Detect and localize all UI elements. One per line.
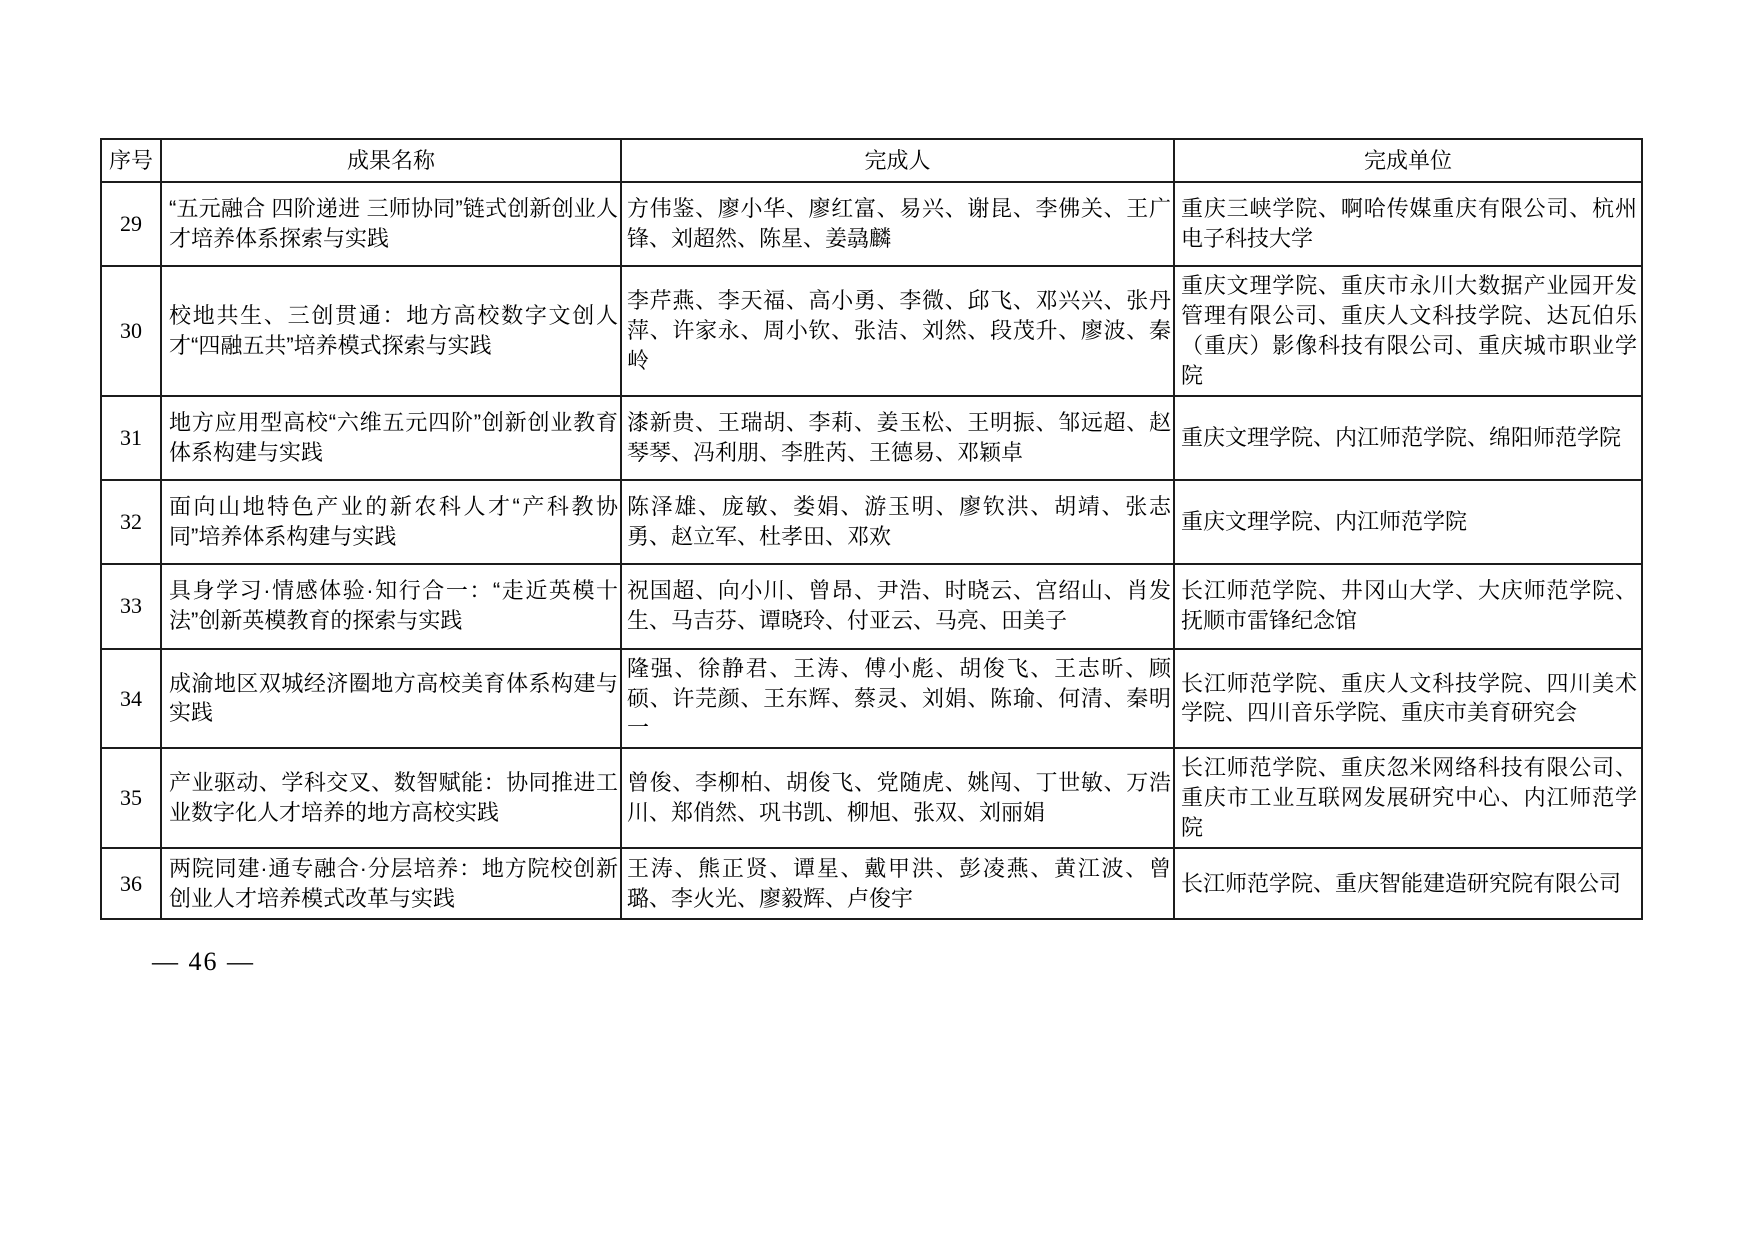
col-header-achievement-name: 成果名称 [161, 139, 621, 182]
achievement-name: 具身学习·情感体验·知行合一：“走近英模十法”创新英模教育的探索与实践 [161, 564, 621, 649]
completing-units: 重庆文理学院、内江师范学院 [1174, 480, 1642, 564]
contributors: 祝国超、向小川、曾昂、尹浩、时晓云、宫绍山、肖发生、马吉芬、谭晓玲、付亚云、马亮、田美子 [621, 564, 1174, 649]
table-row [101, 396, 1642, 480]
row-number: 29 [101, 182, 161, 266]
row-number: 32 [101, 480, 161, 564]
row-number: 30 [101, 266, 161, 396]
row-number: 34 [101, 649, 161, 749]
contributors: 方伟鉴、廖小华、廖红富、易兴、谢昆、李佛关、王广锋、刘超然、陈星、姜骉麟 [621, 182, 1174, 266]
achievement-name: 成渝地区双城经济圈地方高校美育体系构建与实践 [161, 649, 621, 749]
contributors: 陈泽雄、庞敏、娄娟、游玉明、廖钦洪、胡靖、张志勇、赵立军、杜孝田、邓欢 [621, 480, 1174, 564]
achievement-name: “五元融合 四阶递进 三师协同”链式创新创业人才培养体系探索与实践 [161, 182, 621, 266]
table-row [101, 266, 1642, 396]
col-header-no: 序号 [101, 139, 161, 182]
row-number: 35 [101, 748, 161, 848]
contributors: 漆新贵、王瑞胡、李莉、姜玉松、王明振、邹远超、赵琴琴、冯利朋、李胜芮、王德易、邓颖卓 [621, 396, 1174, 480]
contributors: 李芹燕、李天福、高小勇、李微、邱飞、邓兴兴、张丹萍、许家永、周小钦、张洁、刘然、段茂升、廖波、秦岭 [621, 266, 1174, 396]
row-number: 36 [101, 848, 161, 919]
completing-units: 长江师范学院、重庆智能建造研究院有限公司 [1174, 848, 1642, 919]
achievement-name: 校地共生、三创贯通：地方高校数字文创人才“四融五共”培养模式探索与实践 [161, 266, 621, 396]
completing-units: 重庆三峡学院、啊哈传媒重庆有限公司、杭州电子科技大学 [1174, 182, 1642, 266]
completing-units: 重庆文理学院、内江师范学院、绵阳师范学院 [1174, 396, 1642, 480]
achievement-name: 面向山地特色产业的新农科人才“产科教协同”培养体系构建与实践 [161, 480, 621, 564]
achievement-name: 产业驱动、学科交叉、数智赋能：协同推进工业数字化人才培养的地方高校实践 [161, 748, 621, 848]
achievement-name: 两院同建·通专融合·分层培养：地方院校创新创业人才培养模式改革与实践 [161, 848, 621, 919]
completing-units: 重庆文理学院、重庆市永川大数据产业园开发管理有限公司、重庆人文科技学院、达瓦伯乐（重庆）影像科技有限公司、重庆城市职业学院 [1174, 266, 1642, 396]
achievements-table [100, 138, 1643, 920]
table-row [101, 480, 1642, 564]
col-header-completing-units: 完成单位 [1174, 139, 1642, 182]
table-row [101, 182, 1642, 266]
table-row [101, 848, 1642, 919]
table-header-row [101, 139, 1642, 182]
completing-units: 长江师范学院、井冈山大学、大庆师范学院、抚顺市雷锋纪念馆 [1174, 564, 1642, 649]
row-number: 31 [101, 396, 161, 480]
contributors: 隆强、徐静君、王涛、傅小彪、胡俊飞、王志昕、顾硕、许芫颜、王东辉、蔡灵、刘娟、陈瑜、何清、秦明一 [621, 649, 1174, 749]
completing-units: 长江师范学院、重庆忽米网络科技有限公司、重庆市工业互联网发展研究中心、内江师范学院 [1174, 748, 1642, 848]
achievement-name: 地方应用型高校“六维五元四阶”创新创业教育体系构建与实践 [161, 396, 621, 480]
contributors: 曾俊、李柳柏、胡俊飞、党随虎、姚闯、丁世敏、万浩川、郑俏然、巩书凯、柳旭、张双、刘丽娟 [621, 748, 1174, 848]
row-number: 33 [101, 564, 161, 649]
col-header-contributors: 完成人 [621, 139, 1174, 182]
page-number: — 46 — [152, 947, 255, 976]
contributors: 王涛、熊正贤、谭星、戴甲洪、彭凌燕、黄江波、曾璐、李火光、廖毅辉、卢俊宇 [621, 848, 1174, 919]
table-row [101, 564, 1642, 649]
table-row [101, 748, 1642, 848]
completing-units: 长江师范学院、重庆人文科技学院、四川美术学院、四川音乐学院、重庆市美育研究会 [1174, 649, 1642, 749]
table-row [101, 649, 1642, 749]
